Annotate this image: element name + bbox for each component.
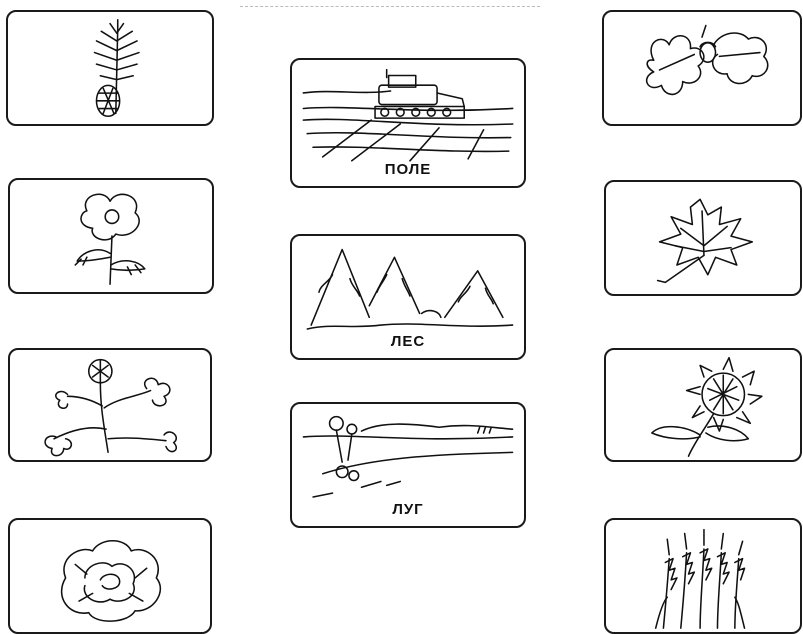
card-forest[interactable] [290, 234, 526, 360]
card-oak-leaves[interactable] [602, 10, 802, 126]
card-wheat[interactable] [604, 518, 802, 634]
maple-leaf-icon [606, 182, 800, 294]
card-pine-branch[interactable] [6, 10, 214, 126]
card-clover[interactable] [8, 348, 212, 462]
forest-label: ЛЕС [390, 333, 426, 350]
card-sunflower[interactable] [604, 348, 802, 462]
wheat-ears-icon [606, 520, 800, 632]
card-cabbage[interactable] [8, 518, 212, 634]
card-maple-leaf[interactable] [604, 180, 802, 296]
cabbage-icon [10, 520, 210, 632]
card-poppy[interactable] [8, 178, 214, 294]
poppy-flower-icon [10, 180, 212, 292]
cropped-top-text [240, 0, 540, 7]
pine-branch-icon [8, 12, 212, 124]
meadow-label: ЛУГ [392, 501, 424, 518]
sunflower-icon [606, 350, 800, 460]
oak-leaves-acorn-icon [604, 12, 800, 124]
field-label: ПОЛЕ [384, 161, 432, 178]
clover-plant-icon [10, 350, 210, 460]
card-meadow[interactable] [290, 402, 526, 528]
card-field[interactable] [290, 58, 526, 188]
